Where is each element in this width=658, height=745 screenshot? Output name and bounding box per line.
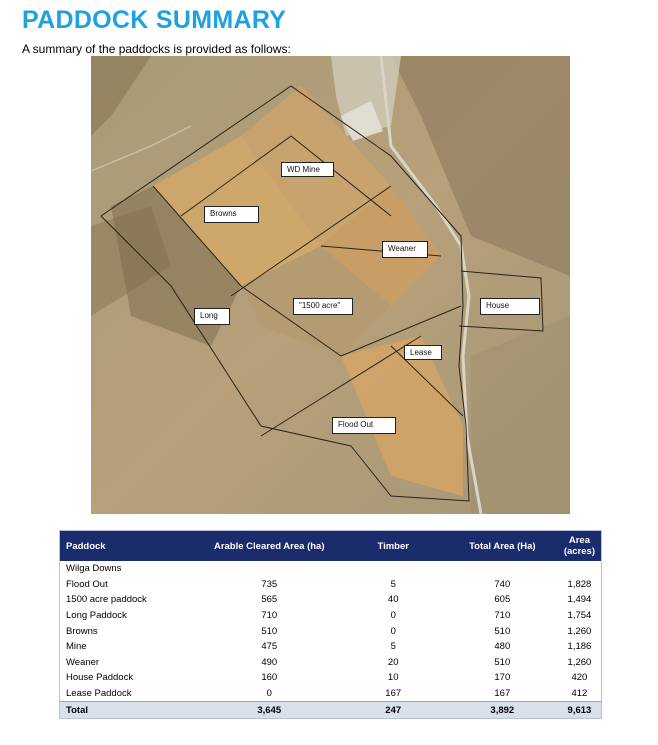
cell-timber: 5 (390, 641, 396, 653)
page-title: PADDOCK SUMMARY (22, 6, 287, 34)
table-row (60, 686, 602, 702)
cell-timber: 5 (390, 578, 396, 590)
cell-paddock: House Paddock (66, 672, 134, 684)
cell-total-area: 510 (494, 656, 511, 668)
cell-arable: 565 (261, 594, 278, 606)
paddock-table (59, 530, 602, 719)
cell-acres: 1,494 (567, 594, 592, 606)
map-label-wd-mine: WD Mine (281, 162, 334, 177)
map-label-lease: Lease (404, 345, 442, 360)
cell-paddock: Lease Paddock (66, 688, 132, 700)
col-header-total-area: Total Area (Ha) (469, 540, 536, 552)
map-label-long: Long (194, 308, 230, 325)
cell-acres: 1,828 (567, 578, 592, 590)
map-label-weaner: Weaner (382, 241, 428, 258)
intro-text: A summary of the paddocks is provided as follows: (22, 42, 291, 56)
total-arable: 3,645 (199, 702, 340, 719)
cell-paddock: Weaner (66, 656, 100, 668)
table-row (60, 655, 602, 671)
cell-arable: 160 (261, 672, 278, 684)
cell-total-area: 510 (494, 625, 511, 637)
cell-acres: 1,754 (567, 610, 592, 622)
group-label: Wilga Downs (66, 563, 122, 575)
cell-timber: 0 (390, 625, 396, 637)
cell-paddock: Flood Out (66, 578, 108, 590)
map-label-1500-acre: "1500 acre" (293, 298, 353, 315)
total-area: 3,892 (447, 702, 558, 719)
cell-timber: 167 (385, 688, 402, 700)
col-header-paddock: Paddock (66, 540, 106, 552)
total-timber: 247 (340, 702, 447, 719)
cell-paddock: Mine (66, 641, 87, 653)
table-header-row (60, 531, 602, 562)
aerial-map-image (91, 56, 570, 514)
cell-acres: 1,260 (567, 625, 592, 637)
cell-paddock: Browns (66, 625, 98, 637)
cell-arable: 735 (261, 578, 278, 590)
table-group-row (60, 561, 602, 577)
cell-acres: 1,260 (567, 656, 592, 668)
cell-arable: 510 (261, 625, 278, 637)
table-row (60, 639, 602, 655)
cell-timber: 10 (387, 672, 399, 684)
cell-acres: 420 (571, 672, 588, 684)
map-label-browns: Browns (204, 206, 259, 223)
table-row (60, 577, 602, 593)
cell-total-area: 710 (494, 610, 511, 622)
table-row (60, 592, 602, 608)
cell-total-area: 740 (494, 578, 511, 590)
cell-total-area: 170 (494, 672, 511, 684)
table-total-row (60, 702, 602, 719)
col-header-acres: Area (acres) (563, 535, 596, 557)
total-acres: 9,613 (558, 702, 602, 719)
cell-total-area: 167 (494, 688, 511, 700)
table-row (60, 670, 602, 686)
cell-timber: 20 (387, 656, 399, 668)
cell-acres: 1,186 (567, 641, 592, 653)
cell-acres: 412 (571, 688, 588, 700)
aerial-map (91, 56, 570, 514)
col-header-arable: Arable Cleared Area (ha) (213, 540, 325, 552)
table-row (60, 608, 602, 624)
table-row (60, 623, 602, 639)
cell-arable: 710 (261, 610, 278, 622)
cell-timber: 0 (390, 610, 396, 622)
cell-total-area: 480 (494, 641, 511, 653)
cell-paddock: Long Paddock (66, 610, 127, 622)
cell-timber: 40 (387, 594, 399, 606)
cell-arable: 475 (261, 641, 278, 653)
cell-arable: 490 (261, 656, 278, 668)
total-label: Total (60, 702, 199, 719)
map-label-flood-out: Flood Out (332, 417, 396, 434)
col-header-timber: Timber (377, 540, 409, 552)
cell-paddock: 1500 acre paddock (66, 594, 147, 606)
cell-total-area: 605 (494, 594, 511, 606)
map-label-house: House (480, 298, 540, 315)
cell-arable: 0 (266, 688, 272, 700)
